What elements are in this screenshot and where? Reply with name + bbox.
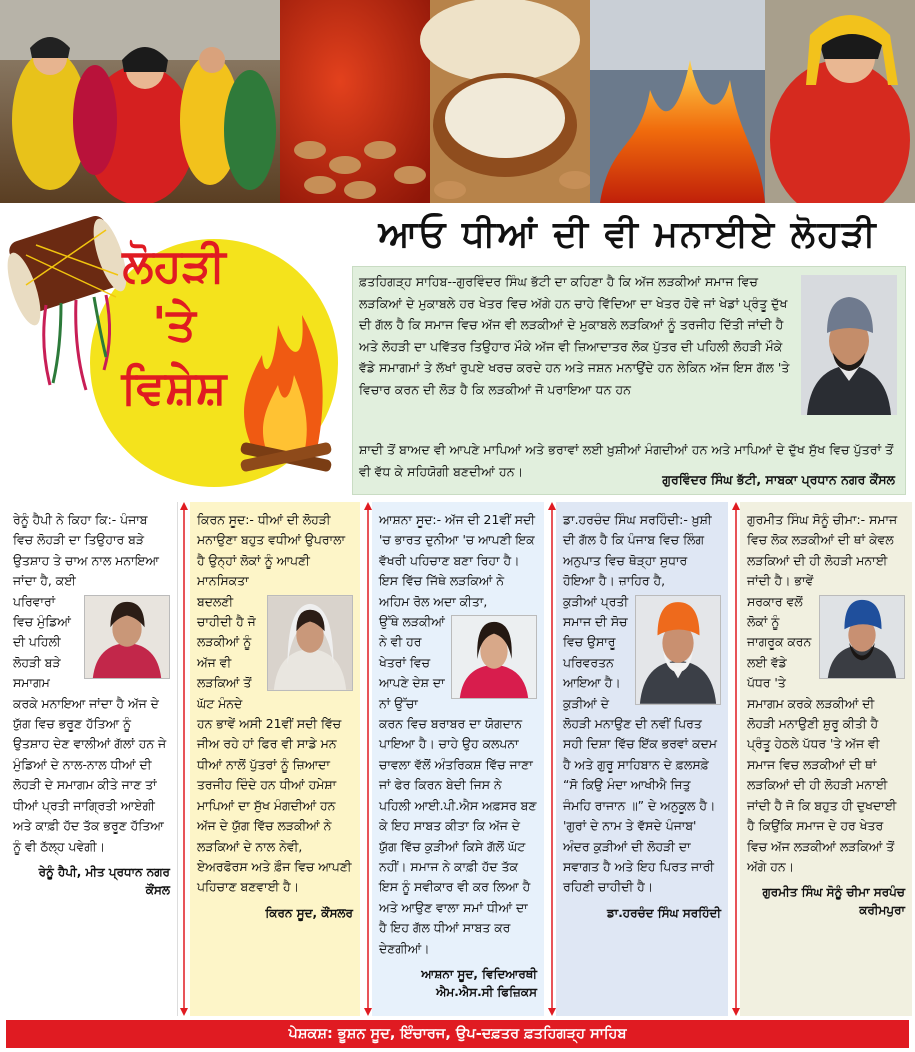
lead-article <box>352 266 906 495</box>
column-harchand-singh <box>556 502 728 1016</box>
badge-line3: ਵਿਸ਼ੇਸ਼ <box>121 360 227 414</box>
column-text-start: ਆਸ਼ਨਾ ਸੂਦ:- ਅੱਜ ਦੀ 21ਵੀਂ ਸਦੀ 'ਚ ਭਾਰਤ ਦੁਨੀਆ 'ਚ ਆਪਣੀ ਇਕ ਵੱਖਰੀ ਪਹਿਚਾਣ ਬਣਾ ਰਿਹਾ ਹੈ। ਇਸ ਵਿੱਚ ਜਿੱਥੇ ਲੜਕਿਆਂ ਨੇ ਅਹਿਮ ਰੋਲ ਅਦਾ ਕੀਤਾ, <box>379 512 535 609</box>
lead-portrait-photo <box>801 275 897 415</box>
column-signature: ਡਾ.ਹਰਚੰਦ ਸਿੰਘ ਸਰਹਿੰਦੀ <box>607 905 721 920</box>
footer-credit: ਪੇਸ਼ਕਸ਼: ਭੂਸ਼ਨ ਸੂਦ, ਇੰਚਾਰਜ, ਉਪ-ਦਫ਼ਤਰ ਫ਼ਤਹਿਗੜ੍ਹ ਸਾਹਿਬ <box>6 1020 909 1048</box>
column-ashna-sood <box>372 502 544 1016</box>
column-text-start: ਗੁਰਮੀਤ ਸਿੰਘ ਸੋਨੂੰ ਚੀਮਾ:- ਸਮਾਜ ਵਿਚ ਲੋਕ ਲੜਕੀਆਂ ਦੀ ਥਾਂ ਕੇਵਲ ਲੜਕਿਆਂ ਦੀ ਹੀ ਲੋਹੜੀ ਮਨਾਈ ਜਾਂਦੀ ਹੈ। ਭਾਵੇਂ <box>747 512 898 589</box>
headline: ਆਓ ਧੀਆਂ ਦੀ ਵੀ ਮਨਾਈਏ ਲੋਹੜੀ <box>378 214 878 255</box>
column-divider-arrow <box>732 502 740 1016</box>
portrait-photo <box>819 595 905 679</box>
column-signature: ਕਿਰਨ ਸੂਦ, ਕੌਂਸਲਰ <box>265 905 353 920</box>
column-signature: ਗੁਰਮੀਤ ਸਿੰਘ ਸੋਨੂੰ ਚੀਮਾ ਸਰਪੰਚ ਕਰੀਮਪੁਰਾ <box>762 885 905 918</box>
column-kiran-sood <box>190 502 360 1016</box>
lead-paragraph-2: ਸ਼ਾਦੀ ਤੋਂ ਬਾਅਦ ਵੀ ਆਪਣੇ ਮਾਪਿਆਂ ਅਤੇ ਭਰਾਵਾਂ ਲਈ ਖ਼ੁਸ਼ੀਆਂ ਮੰਗਦੀਆਂ ਹਨ ਅਤੇ ਮਾਪਿਆਂ ਦੇ ਦੁੱਖ ਸੁੱਖ ਵਿਚ ਪੁੱਤਰਾਂ ਤੋਂ ਵੀ ਵੱਧ ਕੇ ਸਹਿਯੋਗੀ ਬਣਦੀਆਂ ਹਨ। <box>359 442 894 479</box>
column-renu-happy <box>6 502 178 1016</box>
portrait-photo <box>84 595 170 679</box>
lead-signature: ਗੁਰਵਿੰਦਰ ਸਿੰਘ ਭੱਟੀ, ਸਾਬਕਾ ਪ੍ਰਧਾਨ ਨਗਰ ਕੌਂਸਲ <box>662 472 895 487</box>
column-divider-arrow <box>180 502 188 1016</box>
badge-line1: ਲੋਹੜੀ <box>122 238 226 292</box>
column-text-start: ਡਾ.ਹਰਚੰਦ ਸਿੰਘ ਸਰਹਿੰਦੀ:- ਖ਼ੁਸ਼ੀ ਦੀ ਗੱਲ ਹੈ ਕਿ ਪੰਜਾਬ ਵਿਚ ਲਿੰਗ ਅਨੁਪਾਤ ਵਿਚ ਥੋੜ੍ਹਾ ਸੁਧਾਰ ਹੋਇਆ ਹੈ। ਜ਼ਾਹਿਰ ਹੈ, <box>563 512 712 589</box>
column-text-rest: ਕੁੜੀਆਂ ਪ੍ਰਤੀ ਸਮਾਜ ਦੀ ਸੋਚ ਵਿਚ ਉਸਾਰੂ ਪਰਿਵਰਤਨ ਆਇਆ ਹੈ। ਕੁੜੀਆਂ ਦੇ ਲੋਹੜੀ ਮਨਾਉਣ ਦੀ ਨਵੀਂ ਪਿਰਤ ਸਹੀ ਦਿਸ਼ਾ ਵਿੱਚ ਇੱਕ ਭਰਵਾਂ ਕਦਮ ਹੈ ਅਤੇ ਗੁਰੂ ਸਾਹਿਬਾਨ ਦੇ ਫ਼ਲਸਫ਼ੇ “ਸੋ ਕਿਉ ਮੰਦਾ ਆਖੀਐ ਜਿਤੁ ਜੰਮਹਿ ਰਾਜਾਨ ॥” ਦੇ ਅਨੁਕੂਲ ਹੈ। 'ਗੁਰਾਂ ਦੇ ਨਾਮ ਤੇ ਵੱਸਦੇ ਪੰਜਾਬ' ਅੰਦਰ ਕੁੜੀਆਂ ਦੀ ਲੋਹੜੀ ਦਾ ਸਵਾਗਤ ਹੈ ਅਤੇ ਇਹ ਪਿਰਤ ਜਾਰੀ ਰਹਿਣੀ ਚਾਹੀਦੀ ਹੈ। <box>563 593 717 895</box>
column-text-rest: ਪਰਿਵਾਰਾਂ ਵਿਚ ਮੁੰਡਿਆਂ ਦੀ ਪਹਿਲੀ ਲੋਹੜੀ ਬੜੇ ਸਮਾਗਮ ਕਰਕੇ ਮਨਾਇਆ ਜਾਂਦਾ ਹੈ ਅੱਜ ਦੇ ਯੁੱਗ ਵਿਚ ਭਰੂਣ ਹੱਤਿਆ ਨੂੰ ਉਤਸ਼ਾਹ ਦੇਣ ਵਾਲੀਆਂ ਗੱਲਾਂ ਹਨ ਜੇ ਮੁੰਡਿਆਂ ਦੇ ਨਾਲ-ਨਾਲ ਧੀਆਂ ਦੀ ਲੋਹੜੀ ਦੇ ਸਮਾਗਮ ਕੀਤੇ ਜਾਣ ਤਾਂ ਧੀਆਂ ਪ੍ਰਤੀ ਜਾਗ੍ਰਿਤੀ ਆਏਗੀ ਅਤੇ ਕਾਫ਼ੀ ਹੱਦ ਤੱਕ ਭਰੂਣ ਹੱਤਿਆ ਨੂੰ ਵੀ ਠੱਲ੍ਹ ਪਵੇਗੀ। <box>13 593 167 854</box>
column-text-start: ਕਿਰਨ ਸੂਦ:- ਧੀਆਂ ਦੀ ਲੋਹੜੀ ਮਨਾਉਣਾ ਬਹੁਤ ਵਧੀਆਂ ਉਪਰਾਲਾ ਹੈ ਉਨ੍ਹਾਂ ਲੋਕਾਂ ਨੂੰ ਆਪਣੀ ਮਾਨਸਿਕਤਾ <box>197 512 346 589</box>
portrait-photo <box>267 595 353 691</box>
portrait-photo <box>635 595 721 705</box>
column-signature: ਆਸ਼ਨਾ ਸੂਦ, ਵਿਦਿਆਰਥੀ ਐਮ.ਐਸ.ਸੀ ਫਿਜ਼ਿਕਸ <box>421 966 537 999</box>
column-signature: ਰੇਨੂੰ ਹੈਪੀ, ਮੀਤ ਪ੍ਰਧਾਨ ਨਗਰ ਕੌਂਸਲ <box>38 864 170 897</box>
column-text-rest: ਬਦਲਣੀ ਚਾਹੀਦੀ ਹੈ ਜੋ ਲੜਕੀਆਂ ਨੂੰ ਅੱਜ ਵੀ ਲੜਕਿਆਂ ਤੋਂ ਘੱਟ ਮੰਨਦੇ ਹਨ ਭਾਵੇਂ ਅਸੀ 21ਵੀਂ ਸਦੀ ਵਿੱਚ ਜੀਅ ਰਹੇ ਹਾਂ ਫਿਰ ਵੀ ਸਾਡੇ ਮਨ ਧੀਆਂ ਨਾਲੋਂ ਪੁੱਤਰਾਂ ਨੂੰ ਜ਼ਿਆਦਾ ਤਰਜੀਹ ਦਿੰਦੇ ਹਨ ਧੀਆਂ ਹਮੇਸ਼ਾ ਮਾਪਿਆਂ ਦਾ ਸੁੱਖ ਮੰਗਦੀਆਂ ਹਨ ਅੱਜ ਦੇ ਯੁੱਗ ਵਿੱਚ ਲੜਕੀਆਂ ਨੇ ਲੜਕਿਆਂ ਦੇ ਨਾਲ ਨੇਵੀ, ਏਅਰਫੋਰਸ ਅਤੇ ਫ਼ੌਜ ਵਿਚ ਆਪਣੀ ਪਹਿਚਾਣ ਬਣਵਾਈ ਹੈ। <box>197 593 352 895</box>
column-text-rest: ਉੱਥੇ ਲੜਕੀਆਂ ਨੇ ਵੀ ਹਰ ਖੇਤਰਾਂ ਵਿਚ ਆਪਣੇ ਦੇਸ਼ ਦਾ ਨਾਂ ਉੱਚਾ ਕਰਨ ਵਿਚ ਬਰਾਬਰ ਦਾ ਯੋਗਦਾਨ ਪਾਇਆ ਹੈ। ਚਾਹੇ ਉਹ ਕਲਪਨਾ ਚਾਵਲਾ ਵੱਲੋਂ ਅੰਤਰਿਕਸ਼ ਵਿੱਚ ਜਾਣਾ ਜਾਂ ਫੇਰ ਕਿਰਨ ਬੇਦੀ ਜਿਸ ਨੇ ਪਹਿਲੀ ਆਈ.ਪੀ.ਐਸ ਅਫ਼ਸਰ ਬਣ ਕੇ ਇਹ ਸਾਬਤ ਕੀਤਾ ਕਿ ਅੱਜ ਦੇ ਯੁੱਗ ਵਿੱਚ ਕੁੜੀਆਂ ਕਿਸੇ ਗੱਲੋਂ ਘੱਟ ਨਹੀਂ। ਸਮਾਜ ਨੇ ਕਾਫ਼ੀ ਹੱਦ ਤੱਕ ਇਸ ਨੂੰ ਸਵੀਕਾਰ ਵੀ ਕਰ ਲਿਆ ਹੈ ਅਤੇ ਆਉਣ ਵਾਲਾ ਸਮਾਂ ਧੀਆਂ ਦਾ ਹੈ ਇਹ ਗੱਲ ਧੀਆਂ ਸਾਬਤ ਕਰ ਦੇਣਗੀਆਂ। <box>379 614 537 956</box>
column-gurmeet-singh <box>740 502 912 1016</box>
portrait-photo <box>451 615 537 699</box>
badge-line2: 'ਤੇ <box>152 297 196 351</box>
column-text-rest: ਸਰਕਾਰ ਵਲੋਂ ਲੋਕਾਂ ਨੂੰ ਜਾਗਰੂਕ ਕਰਨ ਲਈ ਵੱਡੇ ਪੱਧਰ 'ਤੇ ਸਮਾਗਮ ਕਰਕੇ ਲੜਕੀਆਂ ਦੀ ਲੋਹੜੀ ਮਨਾਉਣੀ ਸ਼ੁਰੂ ਕੀਤੀ ਹੈ ਪ੍ਰੰਤੂ ਹੇਠਲੇ ਪੱਧਰ 'ਤੇ ਅੱਜ ਵੀ ਸਮਾਜ ਵਿਚ ਲੜਕੀਆਂ ਦੀ ਥਾਂ ਲੜਕਿਆਂ ਦੀ ਹੀ ਲੋਹੜੀ ਮਨਾਈ ਜਾਂਦੀ ਹੈ ਜੋ ਕਿ ਬਹੁਤ ਹੀ ਦੁਖਦਾਈ ਹੈ ਕਿਉਂਕਿ ਸਮਾਜ ਦੇ ਹਰ ਖੇਤਰ ਵਿਚ ਅੱਜ ਲੜਕੀਆਂ ਲੜਕਿਆਂ ਤੋਂ ਅੱਗੇ ਹਨ। <box>747 593 897 874</box>
lohri-special-badge <box>6 205 346 495</box>
lead-paragraph-1: ਫ਼ਤਹਿਗੜ੍ਹ ਸਾਹਿਬ--ਗੁਰਵਿੰਦਰ ਸਿੰਘ ਭੱਟੀ ਦਾ ਕਹਿਣਾ ਹੈ ਕਿ ਅੱਜ ਲੜਕੀਆਂ ਸਮਾਜ ਵਿਚ ਲੜਕਿਆਂ ਦੇ ਮੁਕਾਬਲੇ ਹਰ ਖੇਤਰ ਵਿਚ ਅੱਗੇ ਹਨ ਚਾਹੇ ਵਿੱਦਿਆ ਦਾ ਖੇਤਰ ਹੋਵੇ ਜਾਂ ਖੇਡਾਂ ਪ੍ਰੰਤੂ ਦੁੱਖ ਦੀ ਗੱਲ ਹੈ ਕਿ ਸਮਾਜ ਵਿਚ ਅੱਜ ਵੀ ਲੜਕੀਆਂ ਦੇ ਮੁਕਾਬਲੇ ਲੜਕਿਆਂ ਨੂੰ ਤਰਜੀਹ ਦਿੱਤੀ ਜਾਂਦੀ ਹੈ ਅਤੇ ਲੋਹੜੀ ਦਾ ਪਵਿੱਤਰ ਤਿਉਹਾਰ ਮੌਕੇ ਅੱਜ ਵੀ ਜ਼ਿਆਦਾਤਰ ਲੋਕ ਪੁੱਤਰ ਦੀ ਪਹਿਲੀ ਲੋਹੜੀ ਮੌਕੇ ਵੱਡੇ ਸਮਾਗਮਾਂ ਤੇ ਲੱਖਾਂ ਰੁਪਏ ਖਰਚ ਕਰਦੇ ਹਨ ਅਤੇ ਜਸ਼ਨ ਮਨਾਉਂਦੇ ਹਨ ਲੇਕਿਨ ਅੱਜ ਇਸ ਗੱਲ 'ਤੇ ਵਿਚਾਰ ਕਰਨ ਦੀ ਲੋੜ ਹੈ ਕਿ ਲੜਕੀਆਂ ਜੋ ਪਰਾਇਆ ਧਨ ਹਨ <box>359 274 790 397</box>
lohri-banner-image <box>0 0 915 203</box>
column-divider-arrow <box>364 502 372 1016</box>
column-divider-arrow <box>548 502 556 1016</box>
column-text-start: ਰੇਨੂੰ ਹੈਪੀ ਨੇ ਕਿਹਾ ਕਿ:- ਪੰਜਾਬ ਵਿਚ ਲੋਹੜੀ ਦਾ ਤਿਉਹਾਰ ਬੜੇ ਉਤਸ਼ਾਹ ਤੇ ਚਾਅ ਨਾਲ ਮਨਾਇਆ ਜਾਂਦਾ ਹੈ, ਕਈ <box>13 512 159 589</box>
